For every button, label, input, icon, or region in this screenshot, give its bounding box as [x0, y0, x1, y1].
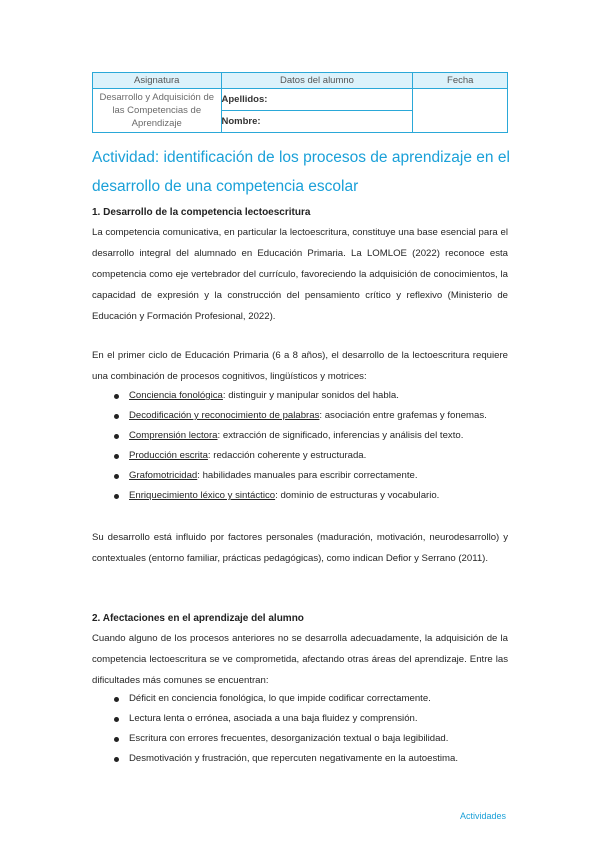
name-field[interactable]: Nombre: [221, 111, 413, 133]
section-1-paragraph-2: En el primer ciclo de Educación Primaria (6 a 8 años), el desarrollo de la lectoescritura requiere una combinación de procesos cognitivos, lingüísticos y motrices: [92, 350, 508, 382]
list-item [92, 426, 508, 446]
section-1-heading: 1. Desarrollo de la competencia lectoescritura [92, 207, 311, 218]
list-item-desc: : distinguir y manipular sonidos del habla. [222, 390, 399, 401]
section-1-paragraph-3: Su desarrollo está influido por factores personales (maduración, motivación, neurodesarrollo) y contextuales (entorno familiar, prácticas pedagógicas), como indican Defior y Serrano (2011). [92, 532, 508, 564]
list-item-desc: : habilidades manuales para escribir correctamente. [197, 470, 418, 481]
list-item-term: Decodificación y reconocimiento de palabras [129, 410, 320, 421]
subject-column-header: Asignatura [93, 73, 222, 89]
list-item [92, 406, 508, 426]
list-item: Desmotivación y frustración, que repercuten negativamente en la autoestima. [92, 749, 508, 769]
list-item-desc: : redacción coherente y estructurada. [207, 450, 367, 461]
list-item-term: Enriquecimiento léxico y sintáctico [129, 490, 276, 501]
list-item-term: Comprensión lectora [129, 430, 218, 441]
process-list [92, 386, 508, 506]
section-2-heading: 2. Afectaciones en el aprendizaje del alumno [92, 613, 304, 624]
student-column-header: Datos del alumno [221, 73, 413, 89]
list-item: Escritura con errores frecuentes, desorganización textual o baja legibilidad. [92, 729, 508, 749]
list-item [92, 466, 508, 486]
list-item [92, 386, 508, 406]
section-1-paragraph-1: La competencia comunicativa, en particular la lectoescritura, constituye una base esencial para el desarrollo integral del alumnado en Educación Primaria. La LOMLOE (2022) reconoce esta competencia como eje vertebrador del currículo, favoreciendo la adquisición de conocimientos, la capacidad de expresión y la construcción del pensamiento crítico y reflexivo (Ministerio de Educación y Formación Profesional, 2022). [92, 227, 508, 322]
list-item: Déficit en conciencia fonológica, lo que impide codificar correctamente. [92, 689, 508, 709]
list-item-desc: : extracción de significado, inferencias y análisis del texto. [217, 430, 464, 441]
section-2-paragraph-1: Cuando alguno de los procesos anteriores no se desarrolla adecuadamente, la adquisición de la competencia lectoescritura se ve comprometida, afectando otras áreas del aprendizaje. Entre las dificultades más comunes se encuentran: [92, 633, 508, 686]
list-item [92, 486, 508, 506]
student-data-table [92, 72, 508, 133]
list-item-term: Producción escrita [129, 450, 208, 461]
footer-label: Actividades [459, 811, 506, 821]
date-column-header: Fecha [413, 73, 508, 89]
difficulties-list [92, 689, 508, 769]
date-field[interactable] [413, 89, 508, 133]
list-item [92, 446, 508, 466]
subject-value: Desarrollo y Adquisición de las Competencias de Aprendizaje [93, 89, 222, 133]
list-item: Lectura lenta o errónea, asociada a una baja fluidez y comprensión. [92, 709, 508, 729]
surname-field[interactable]: Apellidos: [221, 89, 413, 111]
list-item-term: Grafomotricidad [129, 470, 198, 481]
activity-title: Actividad: identificación de los procesos de aprendizaje en el desarrollo de una competencia escolar [92, 149, 510, 195]
list-item-term: Conciencia fonológica [129, 390, 223, 401]
list-item-desc: : dominio de estructuras y vocabulario. [275, 490, 440, 501]
list-item-desc: : asociación entre grafemas y fonemas. [319, 410, 487, 421]
